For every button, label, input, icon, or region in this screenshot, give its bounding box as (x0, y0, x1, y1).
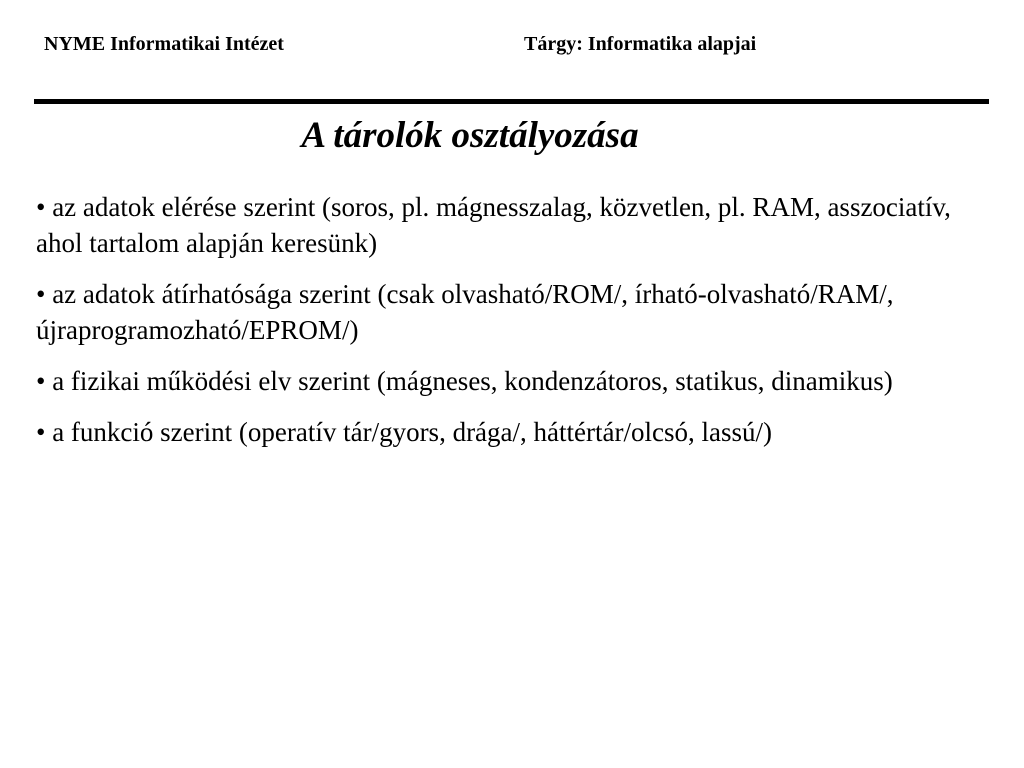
bullet-text: az adatok elérése szerint (soros, pl. mágnesszalag, közvetlen, pl. RAM, asszociatív, ahol tartalom alapján keresünk) (36, 192, 951, 258)
bullet-icon: • (36, 417, 46, 447)
bullet-item (36, 189, 996, 261)
bullet-icon: • (36, 279, 46, 309)
header-divider (34, 99, 989, 104)
bullet-text: az adatok átírhatósága szerint (csak olvasható/ROM/, írható-olvasható/RAM/, újraprogramozható/EPROM/) (36, 279, 894, 345)
header-institute: NYME Informatikai Intézet (44, 33, 284, 55)
bullet-list (36, 189, 996, 465)
bullet-icon: • (36, 192, 46, 222)
bullet-item (36, 414, 996, 450)
bullet-text: a funkció szerint (operatív tár/gyors, drága/, háttértár/olcsó, lassú/) (52, 417, 772, 447)
bullet-icon: • (36, 366, 46, 396)
bullet-item (36, 276, 996, 348)
slide-title: A tárolók osztályozása (301, 115, 639, 156)
header-subject: Tárgy: Informatika alapjai (524, 33, 757, 55)
bullet-item (36, 363, 996, 399)
bullet-text: a fizikai működési elv szerint (mágneses, kondenzátoros, statikus, dinamikus) (52, 366, 893, 396)
